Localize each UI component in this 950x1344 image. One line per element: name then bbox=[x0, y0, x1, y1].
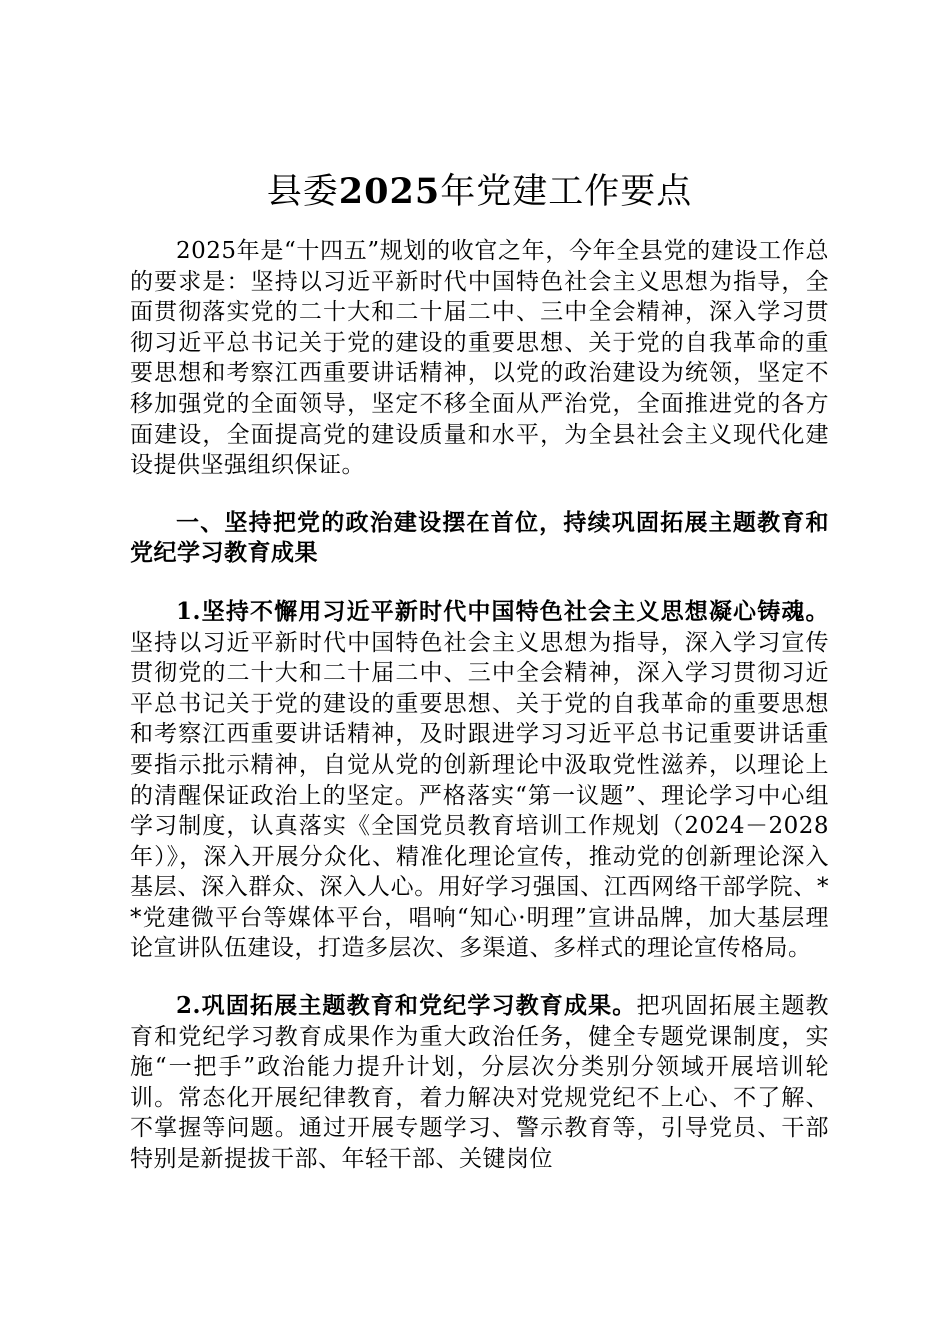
title-year: 2025 bbox=[338, 171, 441, 212]
item-paragraph-1 bbox=[130, 597, 829, 964]
document-title bbox=[130, 166, 829, 218]
item-lead-1: 1.坚持不懈用习近平新时代中国特色社会主义思想凝心铸魂。 bbox=[176, 597, 829, 625]
item-lead-2: 2.巩固拓展主题教育和党纪学习教育成果。 bbox=[176, 992, 637, 1020]
item-paragraph-2 bbox=[130, 991, 829, 1175]
item-body-2: 把巩固拓展主题教育和党纪学习教育成果作为重大政治任务，健全专题党课制度，实施“一把手”政治能力提升计划，分层次分类别分领域开展培训轮训。常态化开展纪律教育，着力解决对党规党纪不上心、不了解、不掌握等问题。通过开展专题学习、警示教育等，引导党员、干部特别是新提拔干部、年轻干部、关键岗位 bbox=[130, 993, 830, 1173]
section-heading-1: 一、坚持把党的政治建设摆在首位，持续巩固拓展主题教育和党纪学习教育成果 bbox=[130, 508, 829, 567]
document-page bbox=[130, 0, 829, 1175]
item-body-1: 坚持以习近平新时代中国特色社会主义思想为指导，深入学习宣传贯彻党的二十大和二十届二中、三中全会精神，深入学习贯彻习近平总书记关于党的建设的重要思想、关于党的自我革命的重要思想和考察江西重要讲话精神，及时跟进学习习近平总书记重要讲话重要指示批示精神，自觉从党的创新理论中汲取党性滋养，以理论上的清醒保证政治上的坚定。严格落实“第一议题”、理论学习中心组学习制度，认真落实《全国党员教育培训工作规划（2024－2028年）》，深入开展分众化、精准化理论宣传，推动党的创新理论深入基层、深入群众、深入人心。用好学习强国、江西网络干部学院、**党建微平台等媒体平台，唱响“知心·明理”宣讲品牌，加大基层理论宣讲队伍建设，打造多层次、多渠道、多样式的理论宣传格局。 bbox=[130, 629, 829, 962]
title-prefix: 县委 bbox=[266, 172, 339, 212]
title-suffix: 年党建工作要点 bbox=[440, 172, 693, 212]
intro-paragraph: 2025年是“十四五”规划的收官之年，今年全县党的建设工作总的要求是：坚持以习近平新时代中国特色社会主义思想为指导，全面贯彻落实党的二十大和二十届二中、三中全会精神，深入学习贯彻习近平总书记关于党的建设的重要思想、关于党的自我革命的重要思想和考察江西重要讲话精神，以党的政治建设为统领，坚定不移加强党的全面领导，坚定不移全面从严治党，全面推进党的各方面建设，全面提高党的建设质量和水平，为全县社会主义现代化建设提供坚强组织保证。 bbox=[130, 238, 829, 479]
